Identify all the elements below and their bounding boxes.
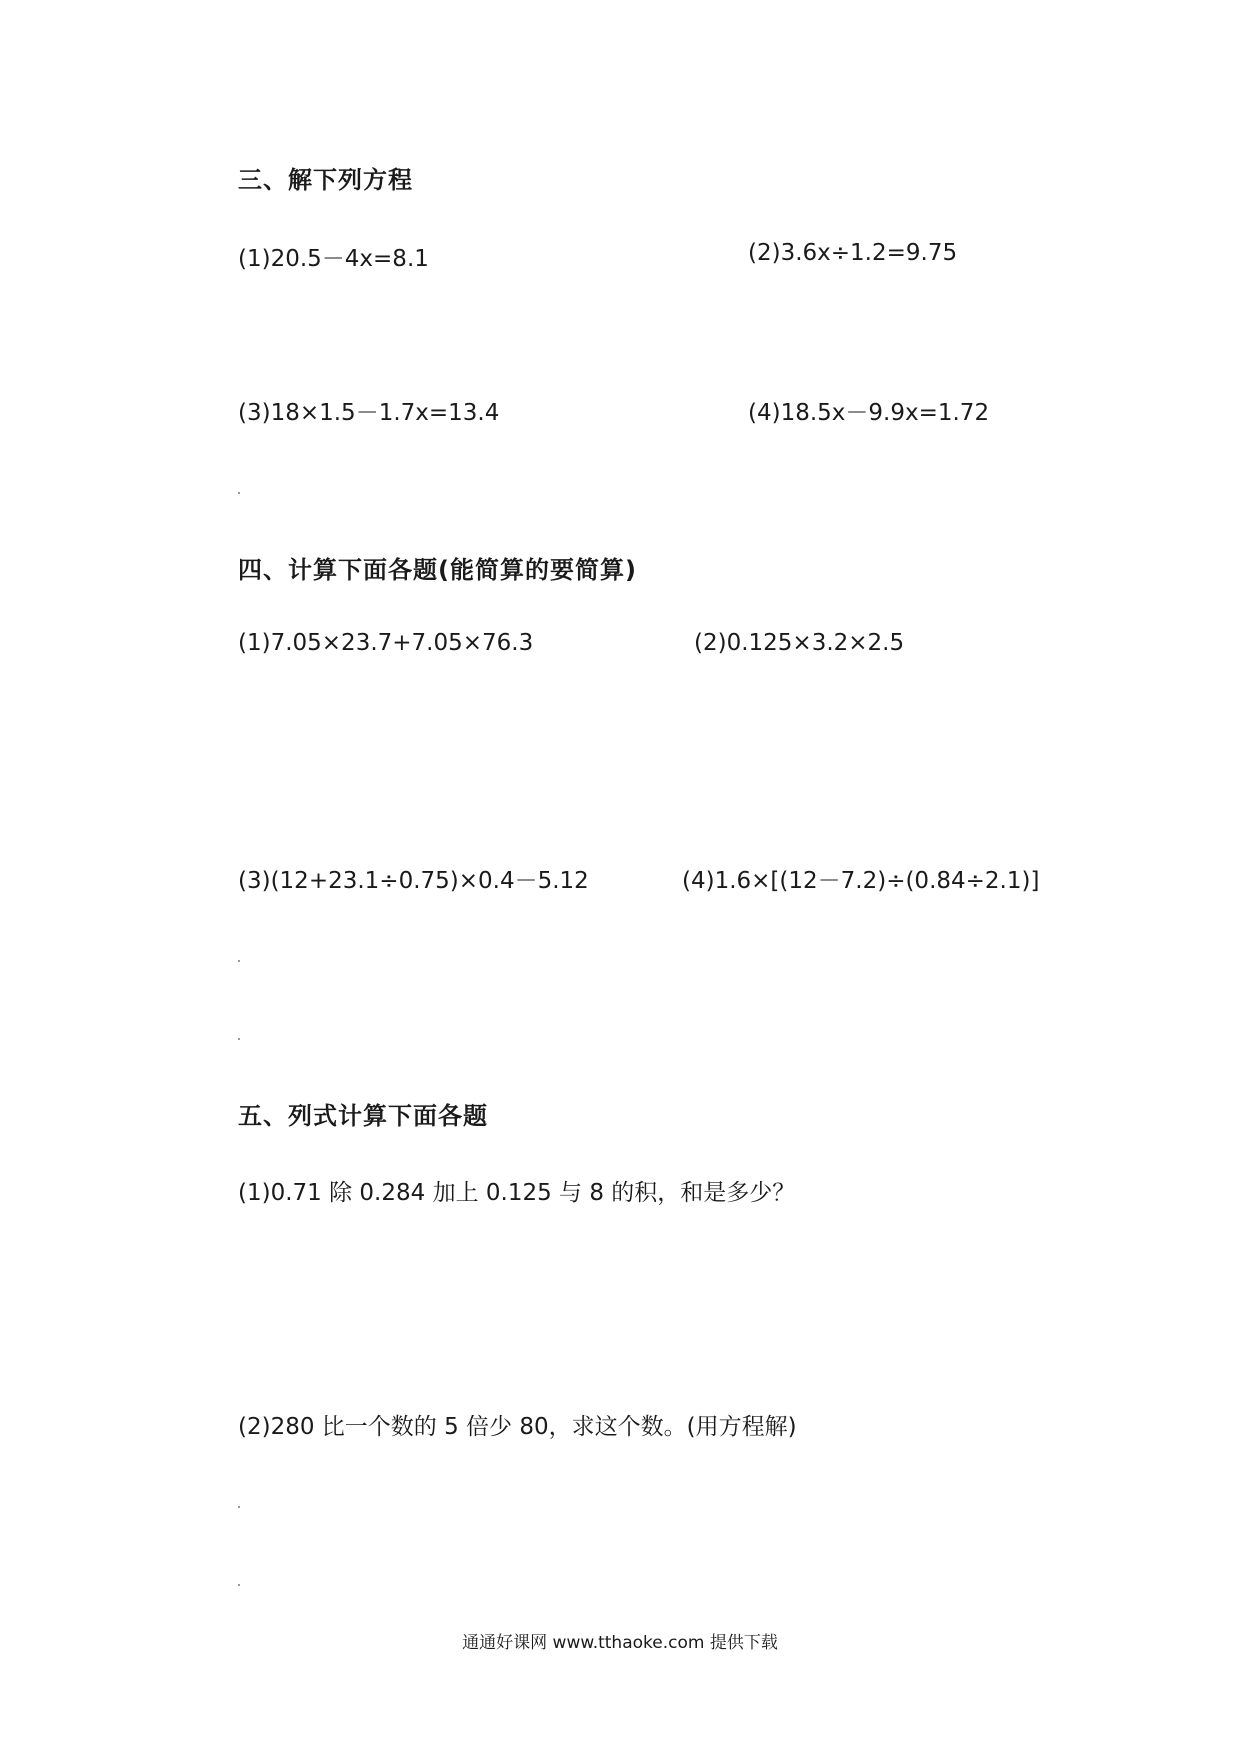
mark-dot: [238, 1584, 240, 1586]
calculation-2: (2)0.125×3.2×2.5: [694, 630, 905, 656]
word-problem-1: (1)0.71 除 0.284 加上 0.125 与 8 的积，和是多少？: [238, 1180, 796, 1206]
word-problem-2: (2)280 比一个数的 5 倍少 80，求这个数。(用方程解): [238, 1414, 797, 1440]
equation-3: (3)18×1.5－1.7x=13.4: [238, 400, 500, 426]
equation-2: (2)3.6x÷1.2=9.75: [748, 240, 958, 266]
calculation-1: (1)7.05×23.7+7.05×76.3: [238, 630, 534, 656]
calculation-3: (3)(12+23.1÷0.75)×0.4－5.12: [238, 868, 589, 894]
section-3-heading: 三、解下列方程: [238, 166, 413, 194]
mark-dot: [238, 960, 240, 962]
calculation-4: (4)1.6×[(12－7.2)÷(0.84÷2.1)]: [682, 868, 1040, 894]
mark-dot: [238, 492, 240, 494]
mark-dot: [238, 1506, 240, 1508]
section-4-heading: 四、计算下面各题(能简算的要简算): [238, 556, 637, 584]
mark-dot: [238, 1038, 240, 1040]
equation-1: (1)20.5－4x=8.1: [238, 246, 429, 272]
section-5-heading: 五、列式计算下面各题: [238, 1102, 488, 1130]
page-footer: 通通好课网 www.tthaoke.com 提供下载: [462, 1633, 778, 1653]
equation-4: (4)18.5x－9.9x=1.72: [748, 400, 990, 426]
